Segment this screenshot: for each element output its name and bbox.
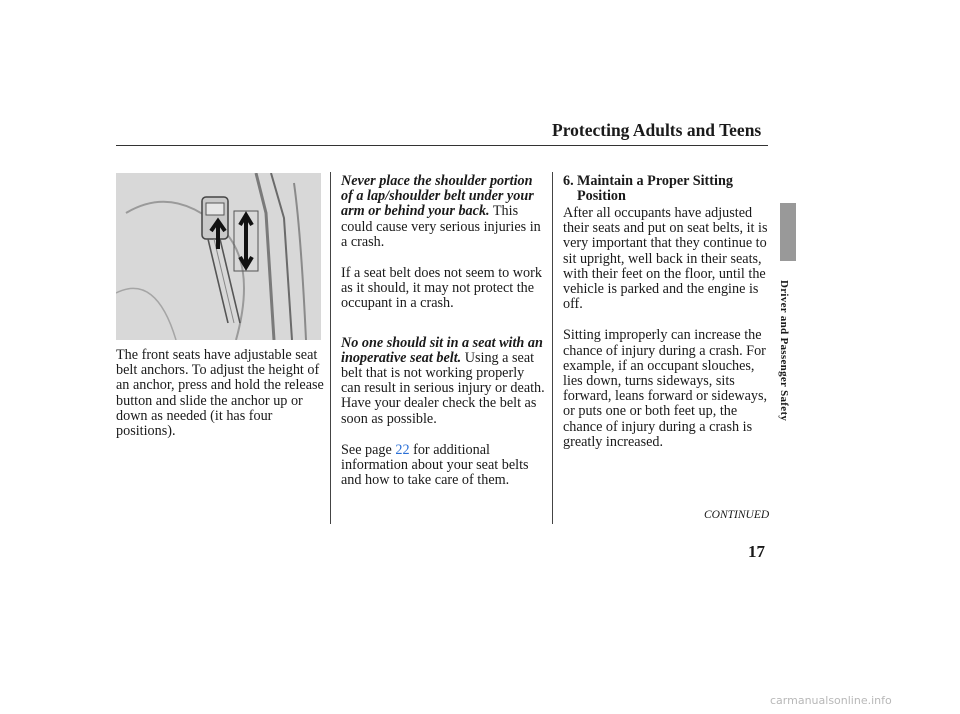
column-divider-2 [552, 172, 553, 524]
col3-content [563, 206, 769, 466]
warning-shoulder-belt [341, 174, 547, 250]
warning-shoulder-belt-text: This could cause very serious injuries in a crash. [341, 203, 541, 250]
continued-label: CONTINUED [704, 509, 770, 521]
title-rule [116, 145, 768, 146]
watermark: carmanualsonline.info [770, 694, 892, 707]
col3-paragraph-2: Sitting improperly can increase the chance of injury during a crash. For example, if an occupant slouches, lies down, turns sideways, sits forward, leans forward or sideways, or puts one or both feet up, the chance of injury during a crash is greatly increased. [563, 327, 768, 450]
section-heading-number: 6. [563, 173, 574, 189]
col2-paragraph-2: If a seat belt does not seem to work as it should, it may not protect the occupant in a crash. [341, 265, 542, 312]
warning-inoperative-belt-text: Using a seat belt that is not working properly can result in serious injury or death. Have your dealer check the belt as soon as possible. [341, 349, 545, 427]
col2-content [341, 174, 547, 504]
col1-paragraph: The front seats have adjustable seat belt anchors. To adjust the height of an anchor, press and hold the release button and slide the anchor up or down as needed (it has four positions). [116, 347, 324, 440]
seat-belt-anchor-figure [116, 173, 321, 340]
section-heading-text: Maintain a Proper Sitting Position [577, 173, 733, 205]
page-22-link[interactable]: 22 [395, 441, 410, 458]
warning-shoulder-belt-bold: Never place the shoulder portion of a lap/shoulder belt under your arm or behind your back. [341, 173, 534, 220]
seat-belt-anchor-illustration [116, 173, 321, 340]
section-label: Driver and Passenger Safety [778, 280, 790, 422]
page-title: Protecting Adults and Teens [552, 120, 762, 140]
see-page-suffix: for additional information about your seat belts and how to take care of them. [341, 441, 529, 489]
col3-paragraph-1: After all occupants have adjusted their seats and put on seat belts, it is very important that they continue to sit upright, well back in their seats, with their feet on the floor, until the vehicle is parked and the engine is off. [563, 205, 768, 313]
page-number: 17 [748, 542, 765, 561]
warning-inoperative-belt-bold: No one should sit in a seat with an inoperative seat belt. [341, 334, 543, 366]
col2-paragraph-4 [341, 443, 547, 489]
see-page-prefix: See page [341, 441, 396, 458]
section-heading [563, 174, 769, 204]
column-divider-1 [330, 172, 331, 524]
warning-inoperative-belt [341, 336, 547, 427]
section-tab [780, 203, 796, 261]
